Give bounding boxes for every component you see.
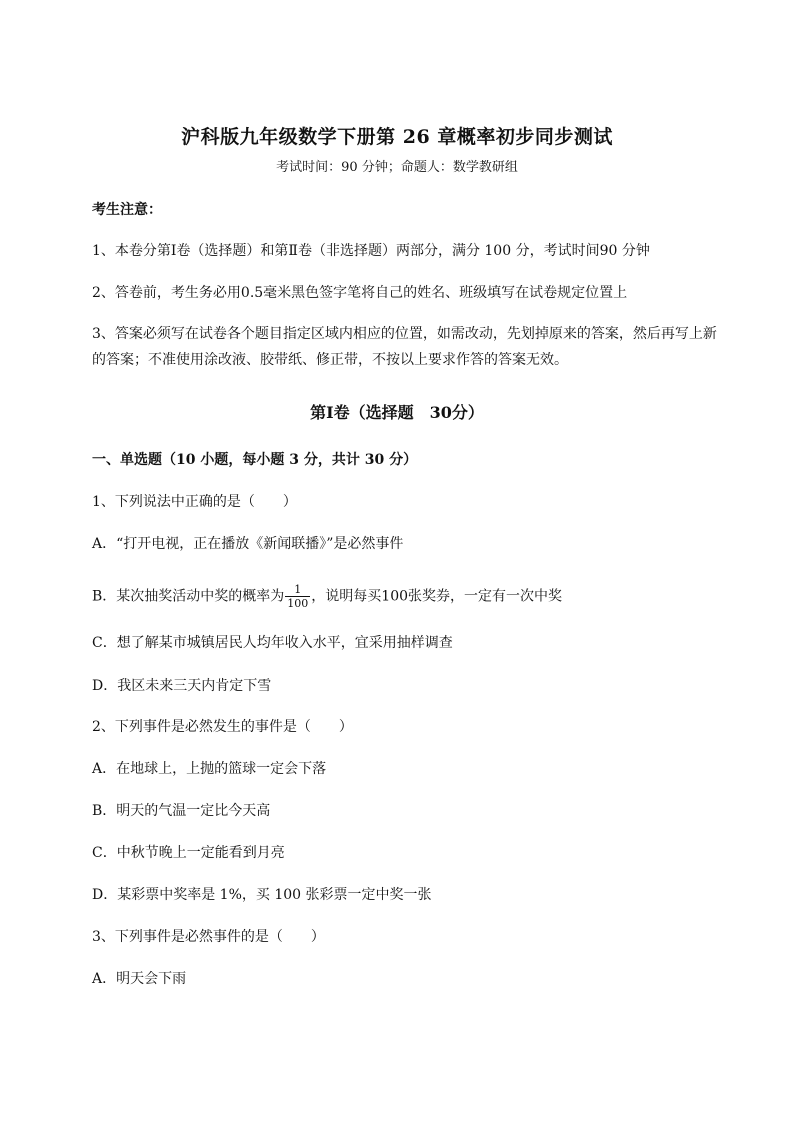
notice-item-2: 2、答卷前，考生务必用0.5毫米黑色签字笔将自己的姓名、班级填写在试卷规定位置上: [92, 285, 628, 301]
question-1-stem: 1、下列说法中正确的是（ ）: [92, 494, 297, 510]
question-1-option-d: D．我区未来三天内肯定下雪: [92, 678, 272, 694]
question-2-option-b: B．明天的气温一定比今天高: [92, 803, 271, 819]
notice-heading: 考生注意：: [92, 202, 162, 218]
question-1-option-a: A．“打开电视，正在播放《新闻联播》”是必然事件: [92, 536, 404, 552]
question-1-option-b: [92, 583, 562, 610]
question-1-option-b-text-after: ，说明每买100张奖券，一定有一次中奖: [311, 588, 563, 605]
exam-info: 考试时间：90 分钟；命题人：数学教研组: [276, 160, 518, 175]
question-2-option-a: A．在地球上，上抛的篮球一定会下落: [92, 761, 327, 777]
section-title: 第Ⅰ卷（选择题 30分）: [310, 403, 484, 422]
notice-item-3-line-1: 3、答案必须写在试卷各个题目指定区域内相应的位置，如需改动，先划掉原来的答案，然后再写上新: [92, 326, 717, 342]
question-1-option-c: C．想了解某市城镇居民人均年收入水平，宜采用抽样调查: [92, 635, 453, 651]
fraction: [285, 583, 310, 610]
page-title: 沪科版九年级数学下册第 26 章概率初步同步测试: [181, 126, 613, 148]
question-2-stem: 2、下列事件是必然发生的事件是（ ）: [92, 719, 353, 735]
question-3-option-a: A．明天会下雨: [92, 971, 187, 987]
fraction-denominator: 100: [287, 597, 309, 610]
question-2-option-c: C．中秋节晚上一定能看到月亮: [92, 845, 285, 861]
question-2-option-d: D．某彩票中奖率是 1%，买 100 张彩票一定中奖一张: [92, 887, 432, 903]
question-3-stem: 3、下列事件是必然事件的是（ ）: [92, 929, 325, 945]
fraction-numerator: 1: [285, 583, 310, 597]
question-1-option-b-text-before: B．某次抽奖活动中奖的概率为: [92, 588, 285, 605]
notice-item-3-line-2: 的答案；不准使用涂改液、胶带纸、修正带，不按以上要求作答的答案无效。: [92, 352, 568, 368]
part-heading: 一、单选题（10 小题，每小题 3 分，共计 30 分）: [92, 452, 418, 468]
notice-item-1: 1、本卷分第Ⅰ卷（选择题）和第Ⅱ卷（非选择题）两部分，满分 100 分，考试时间90 分钟: [92, 243, 650, 259]
